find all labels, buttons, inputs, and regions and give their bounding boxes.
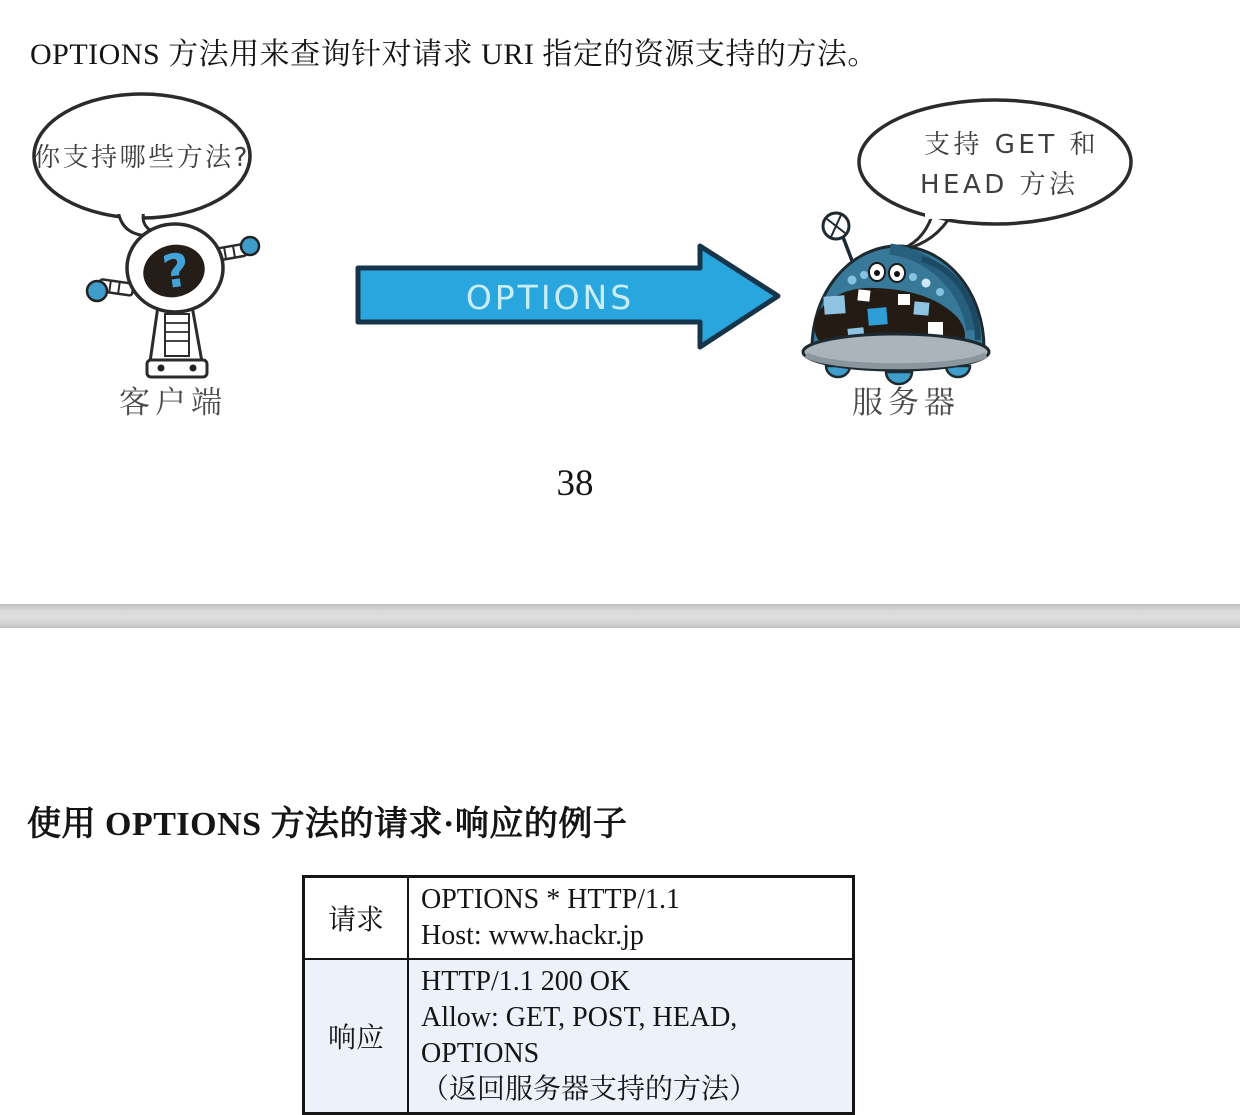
server-robot — [803, 213, 989, 384]
row-label-request: 请求 — [304, 877, 409, 960]
response-line: （返回服务器支持的方法） — [421, 1074, 758, 1105]
table-row-request — [304, 877, 854, 960]
row-label-response: 响应 — [304, 959, 409, 1114]
client-robot — [87, 224, 259, 377]
page-break-divider — [0, 604, 1240, 628]
arrow-label: OPTIONS — [465, 278, 635, 317]
server-speech-bubble — [859, 100, 1131, 251]
antenna-ball-left — [87, 281, 107, 301]
heading-suffix: 方法的请求·响应的例子 — [261, 806, 628, 843]
antenna-dish-icon — [823, 213, 854, 266]
request-response-table — [302, 875, 855, 1115]
heading-prefix: 使用 — [27, 806, 105, 843]
section-heading — [27, 796, 627, 845]
table-row-response — [304, 959, 854, 1114]
intro-paragraph: OPTIONS 方法用来查询针对请求 URI 指定的资源支持的方法。 — [30, 38, 878, 71]
server-bubble-text-line1: 支持 GET 和 — [924, 130, 1099, 160]
question-mark-icon: ? — [159, 242, 194, 300]
request-arrow — [358, 246, 778, 347]
server-bubble-text-line2: HEAD 方法 — [920, 170, 1079, 200]
response-line: HTTP/1.1 200 OK — [421, 966, 631, 997]
antenna-ball-right — [241, 237, 259, 255]
client-speech-bubble — [34, 94, 250, 236]
request-line: OPTIONS * HTTP/1.1 — [421, 884, 681, 915]
client-bubble-text: 你支持哪些方法? — [34, 143, 250, 173]
figure-illustration — [0, 85, 1240, 430]
response-line: Allow: GET, POST, HEAD, OPTIONS — [421, 1002, 738, 1069]
row-body-response — [408, 959, 854, 1114]
page-number: 38 — [556, 463, 594, 504]
heading-emphasis: OPTIONS — [105, 806, 262, 843]
client-label: 客户端 — [119, 385, 227, 421]
row-body-request — [408, 877, 854, 960]
request-line: Host: www.hackr.jp — [421, 920, 644, 951]
server-label: 服务器 — [852, 385, 960, 421]
